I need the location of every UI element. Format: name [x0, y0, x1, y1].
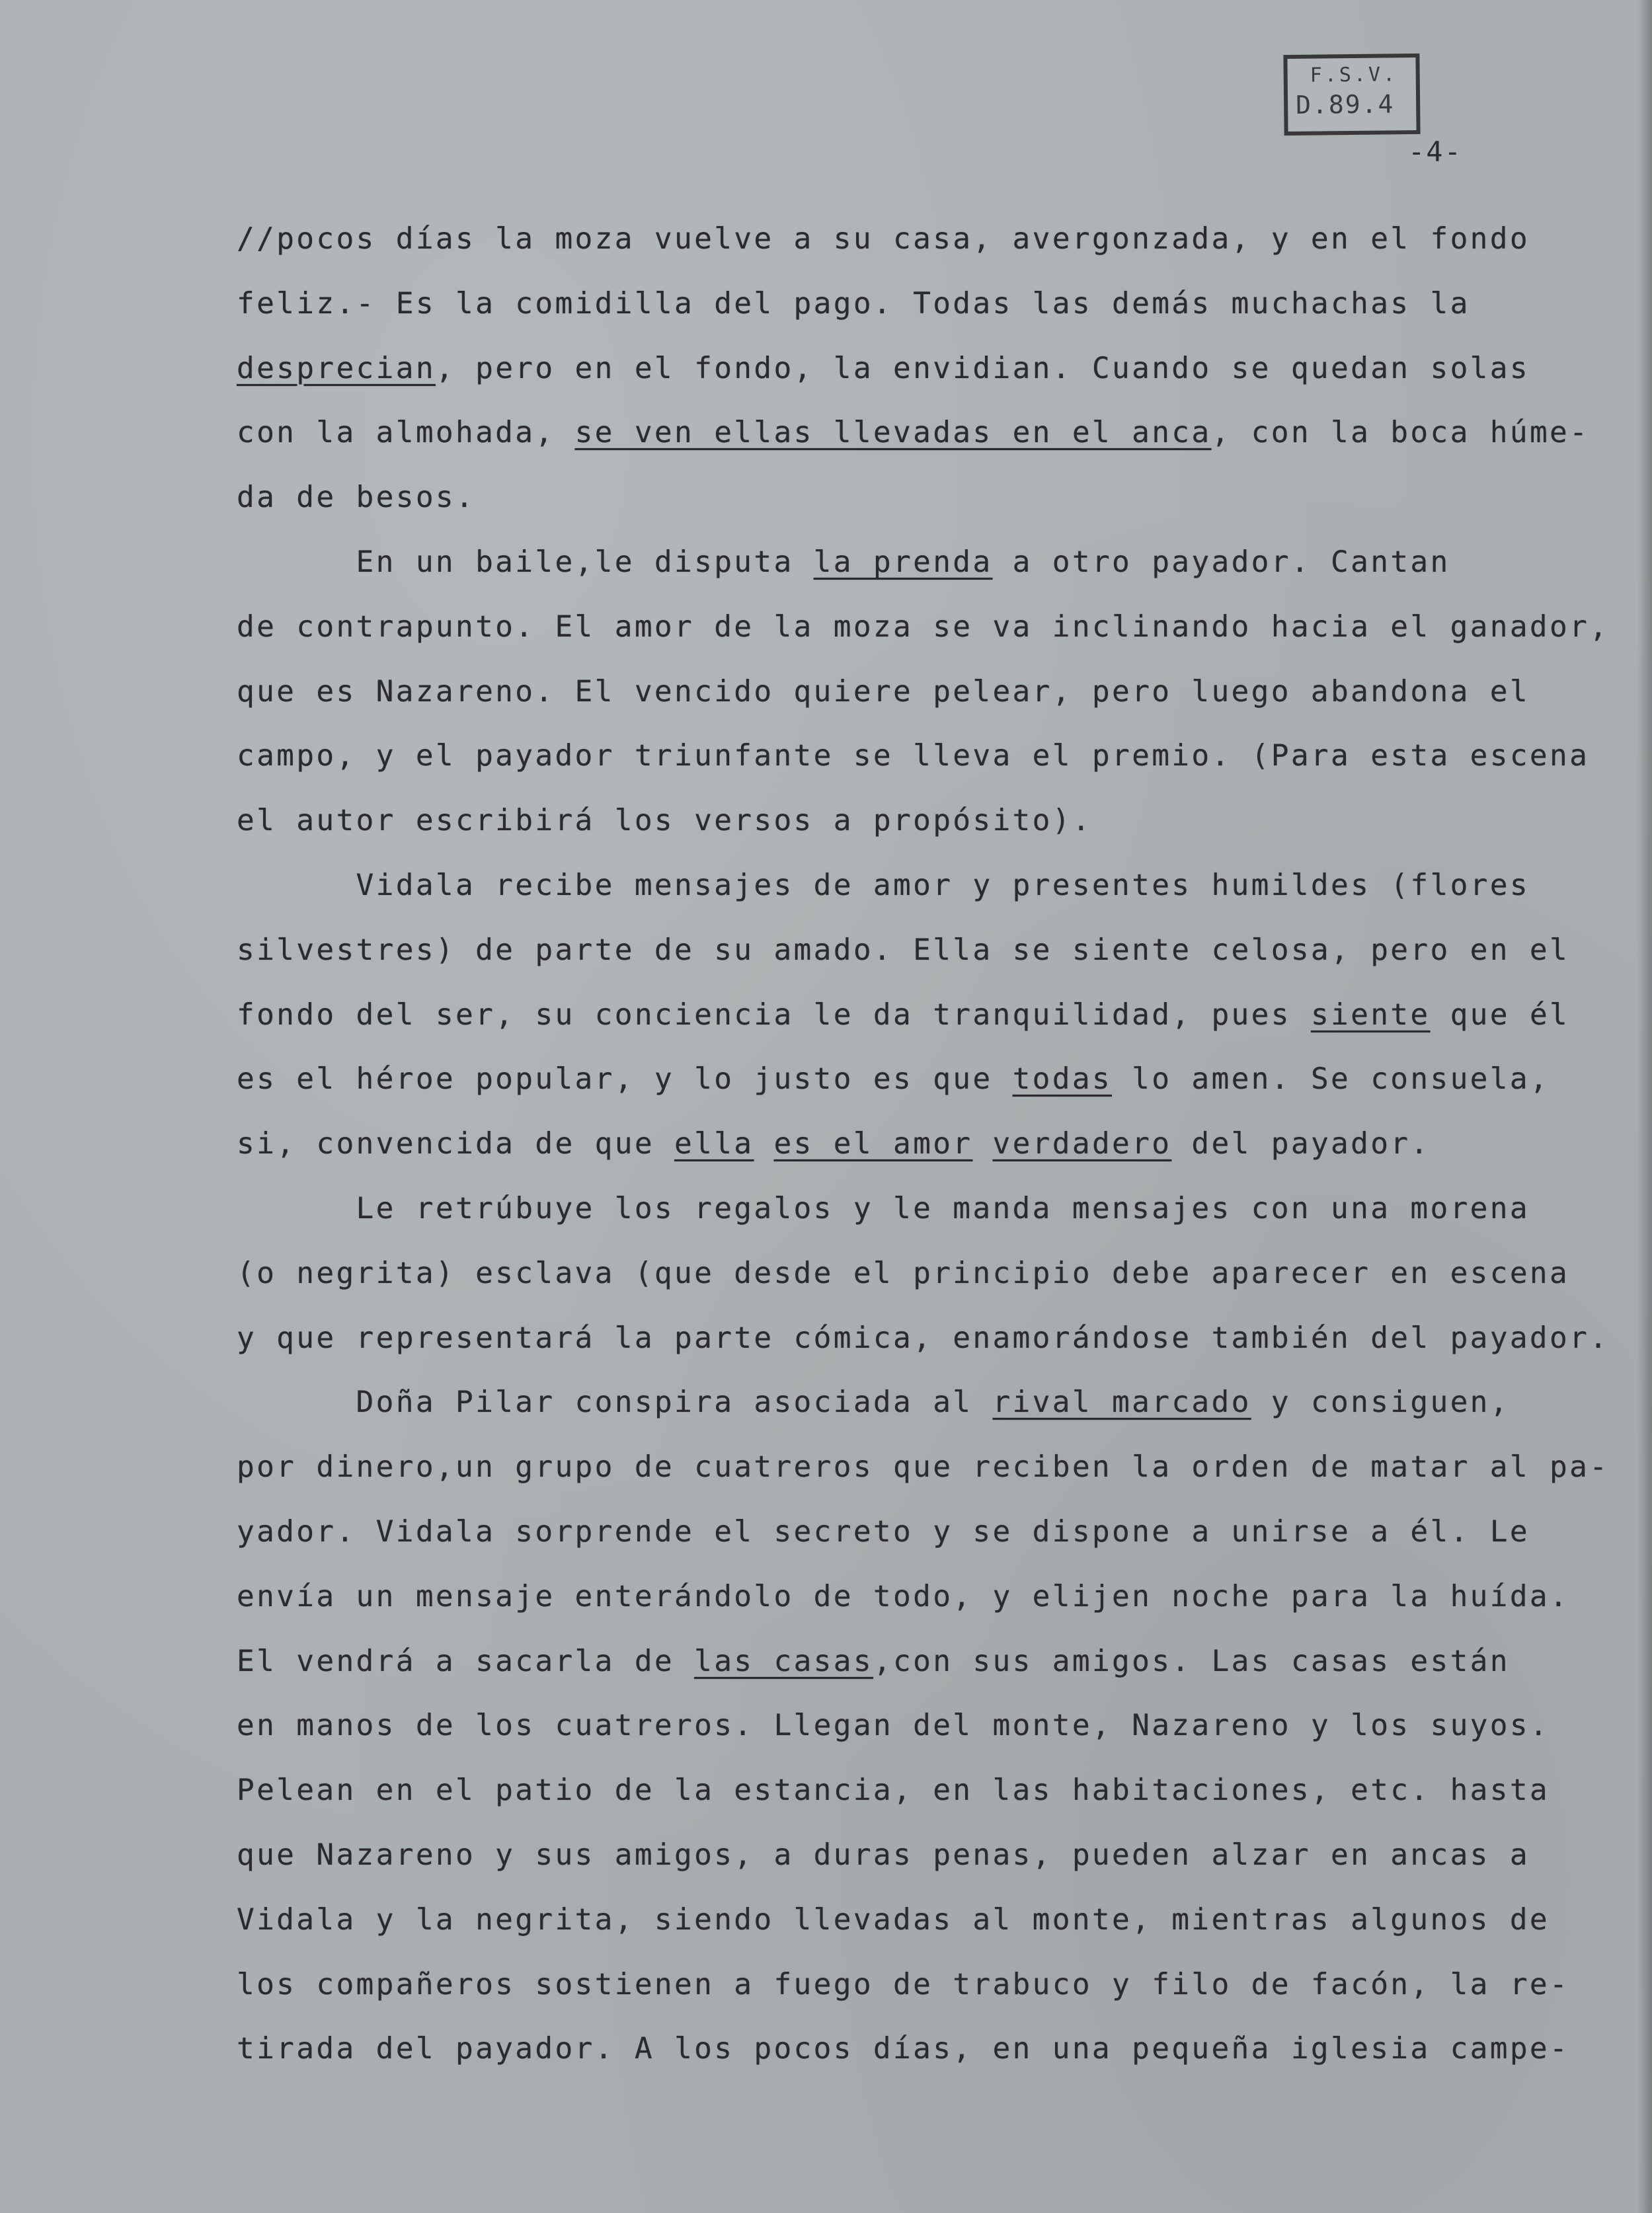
text-segment: Pelean en el patio de la estancia, en las habitaciones, etc. hasta — [237, 1773, 1550, 1808]
underlined-phrase: se ven ellas llevadas en el anca — [574, 416, 1212, 450]
text-segment: da de besos. — [237, 481, 476, 515]
text-segment: que Nazareno y sus amigos, a duras penas, pueden alzar en ancas a — [237, 1838, 1530, 1872]
text-segment: ,con sus amigos. Las casas están — [873, 1644, 1510, 1678]
text-line — [237, 1256, 1570, 1290]
text-segment: , con la boca húme- — [1211, 416, 1590, 450]
text-line — [237, 1579, 1570, 1613]
text-segment: tirada del payador. A los pocos días, en una pequeña iglesia campe- — [237, 2032, 1570, 2066]
text-line — [237, 1450, 1610, 1485]
text-segment: Vidala y la negrita, siendo llevadas al monte, mientras algunos de — [237, 1902, 1550, 1937]
text-segment: envía un mensaje enterándolo de todo, y elijen noche para la huída. — [237, 1579, 1570, 1613]
underlined-phrase: las casas — [694, 1644, 873, 1678]
text-line — [237, 1711, 1550, 1741]
text-segment: que es Nazareno. El vencido quiere pelear, pero luego abandona el — [237, 674, 1530, 709]
text-line — [237, 1902, 1550, 1937]
underlined-phrase: verdadero — [992, 1127, 1172, 1161]
text-line — [237, 545, 1450, 579]
text-segment: Doña Pilar conspira asociada al — [237, 1385, 993, 1420]
text-line — [237, 1644, 1510, 1678]
text-segment: (o negrita) esclava (que desde el principio debe aparecer en escena — [237, 1256, 1570, 1290]
text-segment — [754, 1127, 773, 1161]
text-segment: fondo del ser, su conciencia le da tranquilidad, pues — [237, 997, 1311, 1032]
text-segment: y consiguen, — [1251, 1385, 1510, 1420]
text-segment: el autor escribirá los versos a propósito). — [237, 804, 1092, 838]
text-segment — [972, 1127, 992, 1161]
text-line — [237, 1127, 1431, 1161]
text-segment: El vendrá a sacarla de — [237, 1644, 695, 1678]
stamp-line-1: F.S.V. — [1310, 63, 1398, 87]
text-line — [237, 351, 1530, 385]
text-line — [237, 1967, 1570, 2001]
text-segment: silvestres) de parte de su amado. Ella se siente celosa, pero en el — [237, 933, 1570, 967]
text-line — [237, 609, 1610, 644]
text-line — [237, 674, 1530, 709]
text-segment: Vidala recibe mensajes de amor y presentes humildes (flores — [237, 869, 1530, 902]
text-segment: En un baile,le disputa — [237, 545, 814, 579]
underlined-phrase: la prenda — [813, 545, 993, 579]
page-number: -4- — [1408, 136, 1462, 168]
text-line — [237, 1194, 1530, 1224]
text-line — [237, 871, 1530, 901]
text-line — [237, 418, 1589, 448]
underlined-phrase: todas — [1012, 1062, 1113, 1097]
text-segment: , pero en el fondo, la envidian. Cuando se quedan solas — [435, 351, 1530, 385]
text-line — [237, 933, 1570, 967]
stamp-line-2: D.89.4 — [1295, 89, 1395, 120]
text-line — [237, 1838, 1530, 1872]
text-segment: de contrapunto. El amor de la moza se va inclinando hacia el ganador, — [237, 609, 1610, 644]
underlined-phrase: ella — [674, 1127, 754, 1161]
text-line — [237, 1515, 1530, 1549]
underlined-phrase: siente — [1310, 997, 1431, 1032]
text-segment: yador. Vidala sorprende el secreto y se dispone a unirse a él. Le — [237, 1515, 1530, 1549]
text-segment: Le retrúbuye los regalos y le manda mensajes con una morena — [237, 1192, 1530, 1225]
text-segment: a otro payador. Cantan — [992, 545, 1450, 579]
text-segment: en manos de los cuatreros. Llegan del monte, Nazareno y los suyos. — [237, 1709, 1550, 1743]
text-line — [237, 1385, 1510, 1420]
underlined-phrase: rival marcado — [992, 1385, 1251, 1420]
text-segment: con la almohada, — [237, 416, 575, 450]
text-line — [237, 286, 1470, 321]
text-segment: feliz.- Es la comidilla del pago. Todas las demás muchachas la — [237, 286, 1470, 321]
text-line — [237, 997, 1570, 1032]
text-segment: campo, y el payador triunfante se lleva el premio. (Para esta escena — [237, 739, 1590, 773]
text-line — [237, 222, 1530, 256]
text-line — [237, 739, 1590, 773]
archive-stamp — [1283, 54, 1420, 136]
text-segment: es el héroe popular, y lo justo es que — [237, 1062, 1013, 1097]
text-segment: //pocos días la moza vuelve a su casa, avergonzada, y en el fondo — [237, 222, 1530, 256]
underlined-phrase: desprecian — [237, 351, 436, 385]
text-segment: que él — [1430, 997, 1570, 1032]
text-segment: y que representará la parte cómica, enamorándose también del payador. — [237, 1321, 1610, 1355]
text-segment: lo amen. Se consuela, — [1112, 1062, 1550, 1097]
text-segment: si, convencida de que — [237, 1127, 675, 1161]
text-line — [237, 2032, 1570, 2066]
text-line — [237, 1062, 1550, 1097]
text-line — [237, 483, 475, 513]
underlined-phrase: es el amor — [773, 1127, 973, 1161]
text-segment: por dinero,un grupo de cuatreros que reciben la orden de matar al pa- — [237, 1450, 1610, 1485]
text-line — [237, 1773, 1550, 1808]
text-segment: del payador. — [1171, 1127, 1431, 1161]
text-line — [237, 1321, 1610, 1355]
text-segment: los compañeros sostienen a fuego de trabuco y filo de facón, la re- — [237, 1967, 1570, 2001]
text-line — [237, 806, 1092, 836]
